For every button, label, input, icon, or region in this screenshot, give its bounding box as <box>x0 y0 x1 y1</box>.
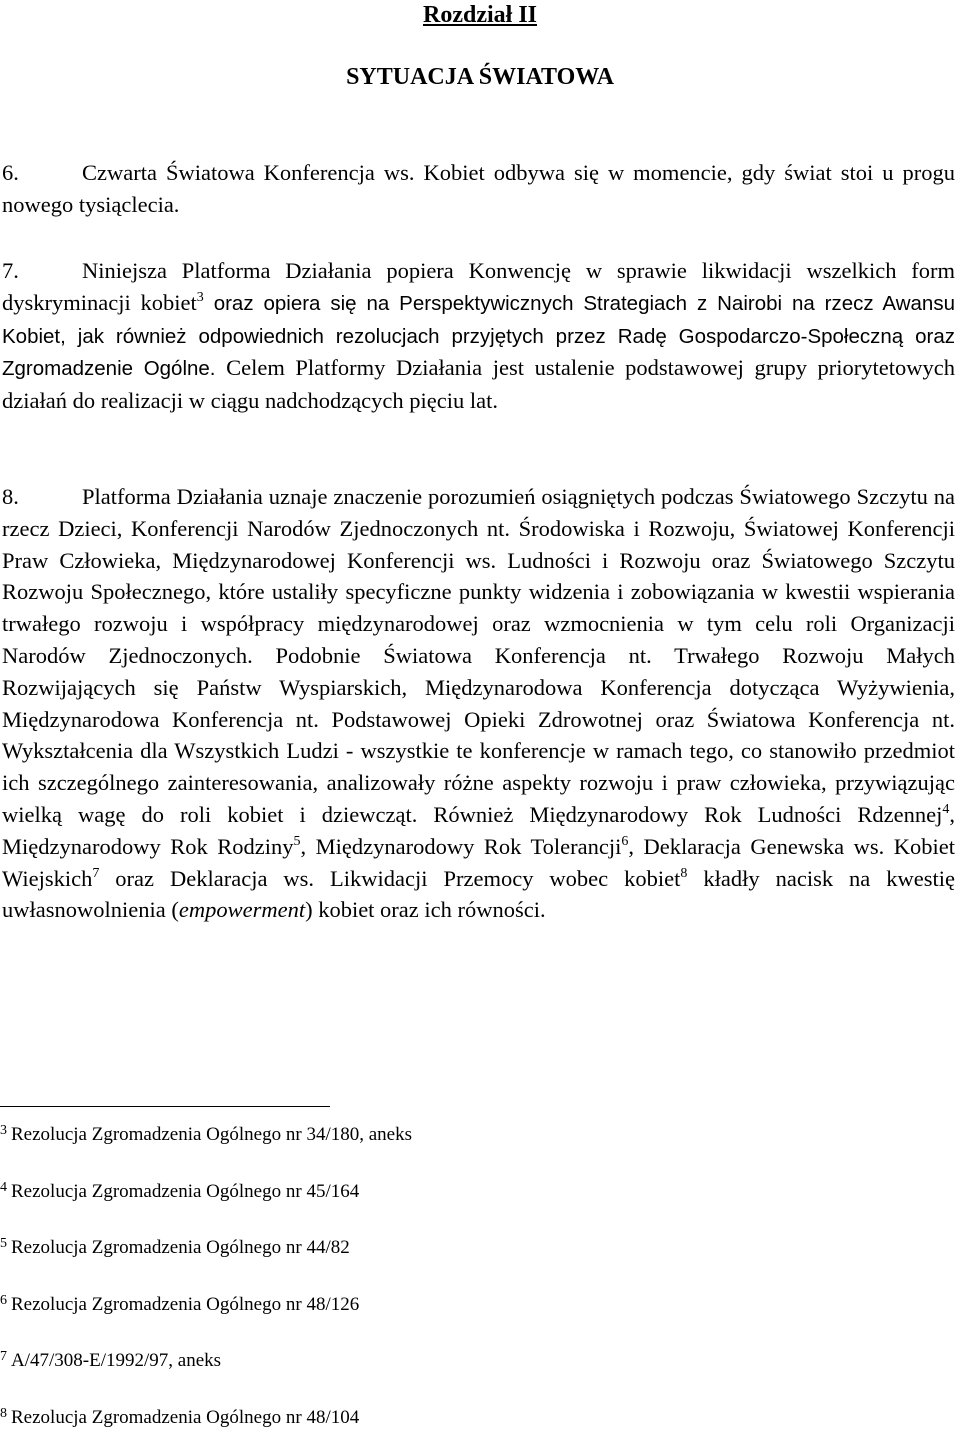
footnote-ref-8[interactable]: 8 <box>680 865 688 881</box>
paragraph-text: , Międzynarodowy Rok Rodziny <box>2 801 955 859</box>
paragraph-text: Czwarta Światowa Konferencja ws. Kobiet odbywa się w momencie, gdy świat stoi u progu nowego tysiąclecia. <box>2 160 955 217</box>
paragraph-text: , Deklaracja Genewska ws. Kobiet Wiejskich <box>2 833 955 891</box>
paragraph-text: Celem Platformy Działania jest ustalenie podstawowej grupy priorytetowych działań do realizacji w ciągu nadchodzących pięciu lat. <box>2 355 955 414</box>
footnote-separator <box>0 1106 330 1107</box>
footnote-number: 4 <box>0 1180 7 1195</box>
footnote-6 <box>0 1293 359 1317</box>
footnote-text: A/47/308-E/1992/97, aneks <box>11 1350 222 1371</box>
footnote-ref-7[interactable]: 7 <box>92 865 100 881</box>
paragraph-number: 6. <box>2 160 19 185</box>
paragraph-text: Platforma Działania uznaje znaczenie porozumień osiągniętych podczas Światowego Szczytu na rzecz Dzieci, Konferencji Narodów Zjednoczonych nt. Środowiska i Rozwoju, Światowej Konferencji Praw Człowieka, Międzynarodowej Konferencji ws. Ludności i Rozwoju oraz Światowego Szczytu Rozwoju Społecznego, które ustaliły specyficzne punkty widzenia i zobowiązania w kwestii wspierania trwałego rozwoju i współpracy międzynarodowej oraz wzmocnienia w tym celu roli Organizacji Narodów Zjednoczonych. Podobnie Światowa Konferencja nt. Trwałego Rozwoju Małych Rozwijających się Państw Wyspiarskich, Międzynarodowa Konferencja dotycząca Wyżywienia, Międzynarodowa Konferencja nt. Podstawowej Opieki Zdrowotnej oraz Światowa Konferencja nt. Wykształcenia dla Wszystkich Ludzi - wszystkie te konferencje w ramach tego, co stanowiło przedmiot ich szczególnego zainteresowania, analizowały różne aspekty rozwoju i praw człowieka, przywiązując wielką wagę do roli kobiet i dziewcząt. Również Międzynarodowy Rok Ludności Rdzennej <box>2 484 955 827</box>
paragraph-8 <box>2 481 955 926</box>
footnote-text: Rezolucja Zgromadzenia Ogólnego nr 48/126 <box>11 1294 360 1315</box>
paragraph-7 <box>2 255 955 417</box>
footnote-number: 5 <box>0 1236 7 1251</box>
paragraph-text: Niniejsza Platforma Działania popiera Konwencję w sprawie likwidacji wszelkich form dyskryminacji kobiet <box>2 258 955 315</box>
footnote-text: Rezolucja Zgromadzenia Ogólnego nr 34/180, aneks <box>11 1124 412 1145</box>
footnote-3 <box>0 1123 412 1147</box>
footnote-number: 6 <box>0 1293 7 1308</box>
paragraph-6 <box>2 157 955 221</box>
footnote-text: Rezolucja Zgromadzenia Ogólnego nr 45/164 <box>11 1181 360 1202</box>
footnote-text: Rezolucja Zgromadzenia Ogólnego nr 44/82 <box>11 1237 350 1258</box>
paragraph-number: 7. <box>2 258 19 283</box>
footnote-ref-4[interactable]: 4 <box>942 801 950 817</box>
paragraph-text: , Międzynarodowy Rok Tolerancji <box>300 833 622 859</box>
footnote-8 <box>0 1406 359 1430</box>
footnote-5 <box>0 1236 350 1260</box>
italic-term: empowerment <box>178 897 306 923</box>
section-title: SYTUACJA ŚWIATOWA <box>346 64 614 90</box>
footnote-text: Rezolucja Zgromadzenia Ogólnego nr 48/104 <box>11 1407 360 1428</box>
footnote-ref-6[interactable]: 6 <box>621 833 629 849</box>
footnote-number: 7 <box>0 1349 7 1364</box>
footnote-4 <box>0 1180 359 1204</box>
footnote-number: 3 <box>0 1123 7 1138</box>
paragraph-text: oraz opiera się na Perspektywicznych Strategiach z Nairobi na rzecz Awansu Kobiet, jak również odpowiednich rezolucjach przyjętych przez Radę Gospodarczo-Społeczną oraz Zgromadzenie Ogólne. <box>2 291 955 381</box>
paragraph-number: 8. <box>2 484 19 509</box>
footnote-7 <box>0 1349 221 1373</box>
footnote-number: 8 <box>0 1406 7 1421</box>
paragraph-text: ) kobiet oraz ich równości. <box>305 897 546 923</box>
footnote-ref-3[interactable]: 3 <box>196 289 204 305</box>
footnote-ref-5[interactable]: 5 <box>293 833 301 849</box>
chapter-heading: Rozdział II <box>423 2 537 28</box>
paragraph-text: kładły nacisk na kwestię uwłasnowolnienia ( <box>2 865 956 923</box>
paragraph-text: oraz Deklaracja ws. Likwidacji Przemocy wobec kobiet <box>99 865 681 891</box>
